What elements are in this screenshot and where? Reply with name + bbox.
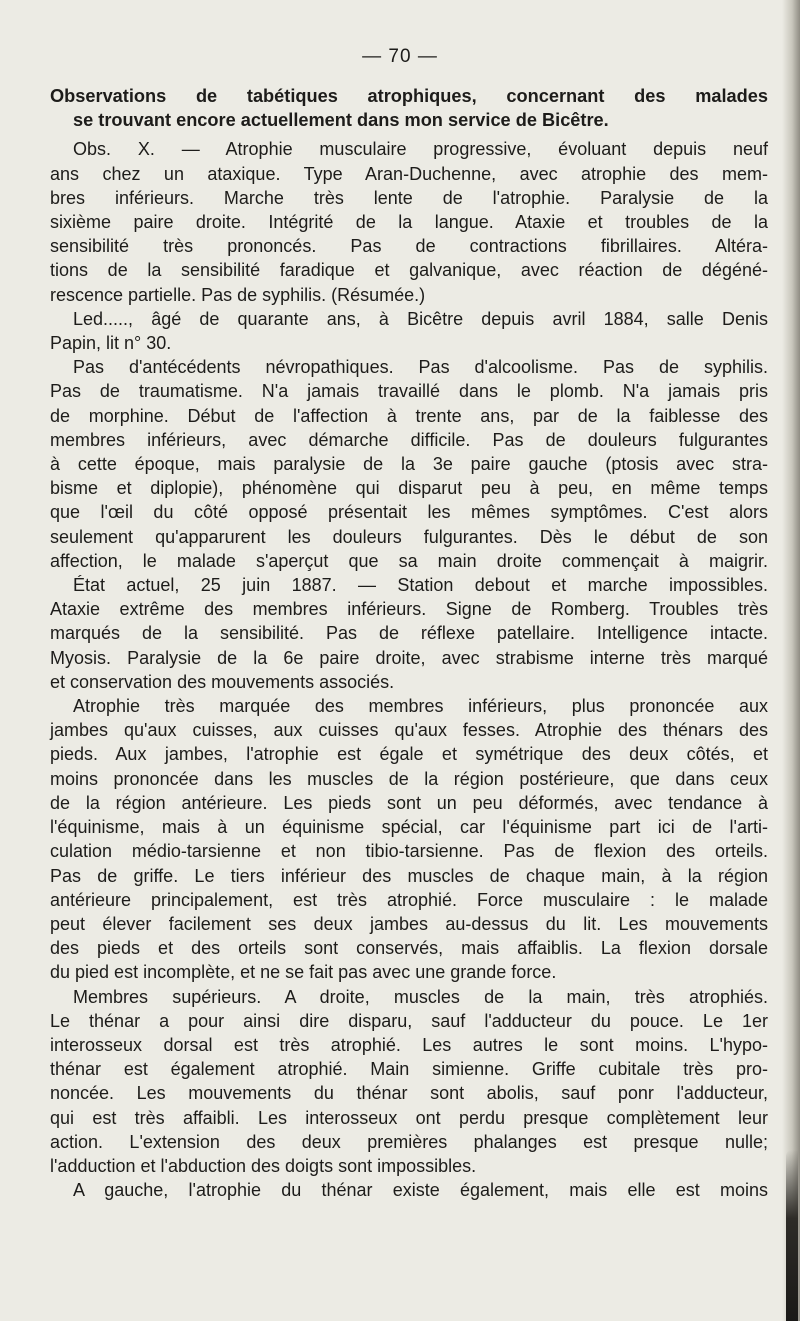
text-line: affection, le malade s'aperçut que sa main droite commençait à maigrir. [50, 550, 768, 571]
text-line: Pas de traumatisme. N'a jamais travaillé dans le plomb. N'a jamais pris [50, 381, 768, 402]
text-line: de la région antérieure. Les pieds sont un peu déformés, avec tendance à [50, 792, 768, 813]
text-line: Myosis. Paralysie de la 6e paire droite, avec strabisme interne très marqué [50, 647, 768, 668]
observation-text [50, 137, 768, 1202]
text-line: Ataxie extrême des membres inférieurs. Signe de Romberg. Troubles très [50, 599, 768, 620]
text-line: Le thénar a pour ainsi dire disparu, sauf l'adducteur du pouce. Le 1er [50, 1010, 768, 1031]
text-line: antérieure principalement, est très atrophié. Force musculaire : le malade [50, 889, 768, 910]
text-line: bres inférieurs. Marche très lente de l'atrophie. Paralysie de la [50, 187, 768, 208]
text-line: Obs. X. — Atrophie musculaire progressive, évoluant depuis neuf [73, 139, 768, 160]
text-line: Atrophie très marquée des membres inférieurs, plus prononcée aux [73, 696, 768, 717]
text-line: ans chez un ataxique. Type Aran-Duchenne, avec atrophie des mem- [50, 163, 768, 184]
page-edge-shadow [782, 0, 800, 1321]
text-line: des pieds et des orteils sont conservés, mais affaiblis. La flexion dorsale [50, 938, 768, 959]
text-line: à cette époque, mais paralysie de la 3e paire gauche (ptosis avec stra- [50, 454, 768, 475]
text-line: et conservation des mouvements associés. [50, 671, 395, 692]
text-line: seulement qu'apparurent les douleurs fulgurantes. Dès le début de son [50, 526, 768, 547]
title-line: se trouvant encore actuellement dans mon service de Bicêtre. [73, 110, 609, 131]
text-line: tions de la sensibilité faradique et galvanique, avec réaction de dégéné- [50, 260, 768, 281]
text-line: État actuel, 25 juin 1887. — Station debout et marche impossibles. [73, 575, 768, 596]
page-number: — 70 — [362, 46, 438, 67]
text-line: du pied est incomplète, et ne se fait pas avec une grande force. [50, 962, 557, 983]
text-line: Led....., âgé de quarante ans, à Bicêtre depuis avril 1884, salle Denis [73, 308, 768, 329]
page-body [50, 84, 768, 1202]
title-line: Observations de tabétiques atrophiques, concernant des malades [50, 86, 768, 106]
text-line: sixième paire droite. Intégrité de la langue. Ataxie et troubles de la [50, 212, 768, 233]
text-line: pieds. Aux jambes, l'atrophie est égale et symétrique des deux côtés, et [50, 744, 768, 765]
text-line: moins prononcée dans les muscles de la région postérieure, que dans ceux [50, 768, 768, 789]
text-line: qui est très affaibli. Les interosseux ont perdu presque complètement leur [50, 1107, 768, 1128]
text-line: que l'œil du côté opposé présentait les mêmes symptômes. C'est alors [50, 502, 768, 523]
text-line: noncée. Les mouvements du thénar sont abolis, sauf ponr l'adducteur, [50, 1083, 768, 1104]
text-line: thénar est également atrophié. Main simienne. Griffe cubitale très pro- [50, 1059, 768, 1080]
section-title [50, 84, 768, 132]
text-line: Pas d'antécédents névropathiques. Pas d'alcoolisme. Pas de syphilis. [73, 357, 768, 378]
text-line: l'équinisme, mais à un équinisme spécial, car l'équinisme part ici de l'arti- [50, 817, 768, 838]
text-line: action. L'extension des deux premières phalanges est presque nulle; [50, 1131, 768, 1152]
text-line: membres inférieurs, avec démarche difficile. Pas de douleurs fulgurantes [50, 429, 768, 450]
text-line: culation médio-tarsienne et non tibio-tarsienne. Pas de flexion des orteils. [50, 841, 768, 862]
text-line: Membres supérieurs. A droite, muscles de la main, très atrophiés. [73, 986, 768, 1007]
text-line: de morphine. Début de l'affection à trente ans, par de la faiblesse des [50, 405, 768, 426]
text-line: peut élever facilement ses deux jambes au-dessus du lit. Les mouvements [50, 913, 768, 934]
binding-shadow [786, 1150, 798, 1321]
text-line: sensibilité très prononcés. Pas de contractions fibrillaires. Altéra- [50, 236, 768, 257]
text-line: bisme et diplopie), phénomène qui disparut peu à peu, en même temps [50, 478, 768, 499]
text-line: A gauche, l'atrophie du thénar existe également, mais elle est moins [73, 1180, 768, 1201]
text-line: Papin, lit n° 30. [50, 333, 172, 354]
text-line: jambes qu'aux cuisses, aux cuisses qu'aux fesses. Atrophie des thénars des [50, 720, 768, 741]
text-line: rescence partielle. Pas de syphilis. (Résumée.) [50, 284, 426, 305]
text-line: marqués de la sensibilité. Pas de réflexe patellaire. Intelligence intacte. [50, 623, 768, 644]
text-line: Pas de griffe. Le tiers inférieur des muscles de chaque main, à la région [50, 865, 768, 886]
text-line: l'adduction et l'abduction des doigts sont impossibles. [50, 1155, 477, 1176]
text-line: interosseux dorsal est très atrophié. Les autres le sont moins. L'hypo- [50, 1034, 768, 1055]
